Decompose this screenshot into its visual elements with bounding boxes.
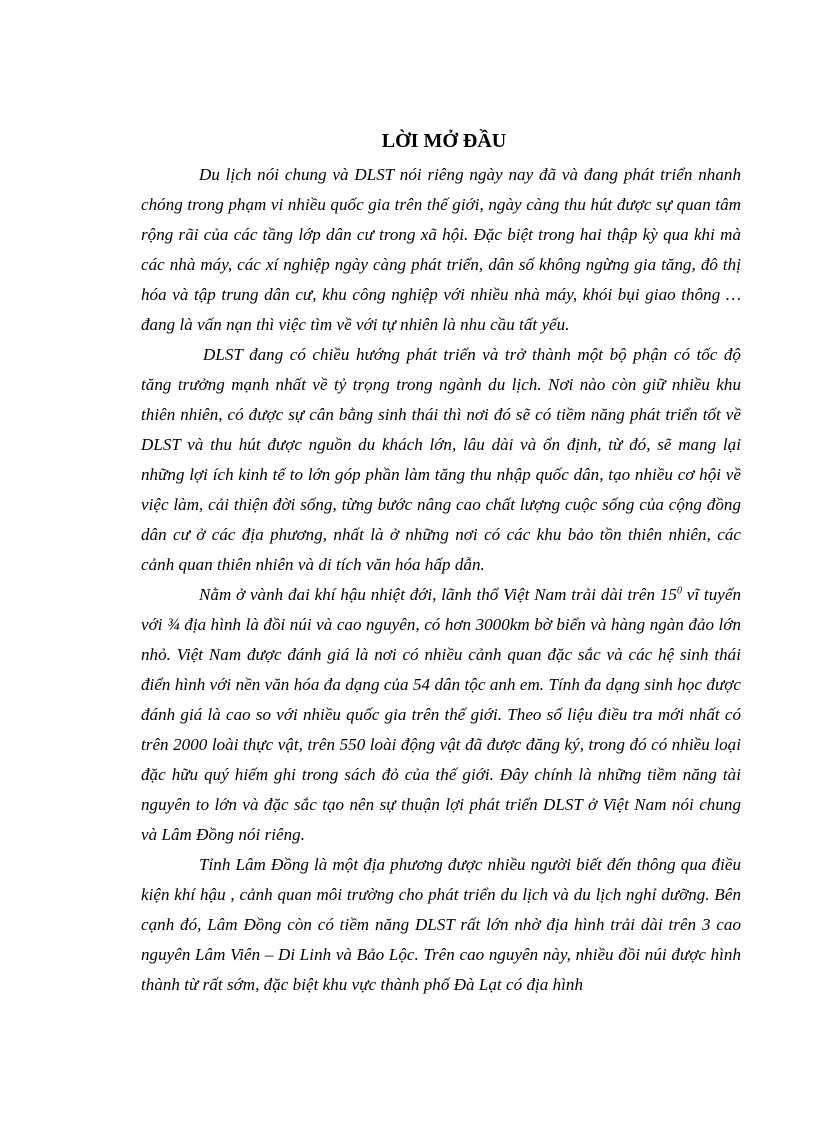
paragraph-4: Tỉnh Lâm Đồng là một địa phương được nhiều người biết đến thông qua điều kiện khí hậu , cảnh quan môi trường cho phát triển du lịch và du lịch nghỉ dưỡng. Bên cạnh đó, Lâm Đồng còn có tiềm năng DLST rất lớn nhờ địa hình trải dài trên 3 cao nguyên Lâm Viên – Di Linh và Bảo Lộc. Trên cao nguyên này, nhiều đồi núi được hình thành từ rất sớm, đặc biệt khu vực thành phố Đà Lạt có địa hình [141,855,741,994]
paragraph-2: DLST đang có chiều hướng phát triển và trở thành một bộ phận có tốc độ tăng trưởng mạnh nhất về tỷ trọng trong ngành du lịch. Nơi nào còn giữ nhiều khu thiên nhiên, có được sự cân bằng sinh thái thì nơi đó sẽ có tiềm năng phát triển tốt về DLST và thu hút được nguồn du khách lớn, lâu dài và ổn định, từ đó, sẽ mang lại những lợi ích kinh tế to lớn góp phần làm tăng thu nhập quốc dân, tạo nhiều cơ hội về việc làm, cải thiện đời sống, từng bước nâng cao chất lượng cuộc sống của cộng đồng dân cư ở các địa phương, nhất là ở những nơi có các khu bảo tồn thiên nhiên, các cảnh quan thiên nhiên và di tích văn hóa hấp dẫn. [141,345,741,574]
paragraph-3-text-before: Nằm ở vành đai khí hậu nhiệt đới, lãnh thổ Việt Nam trải dài trên 15 [199,585,677,604]
paragraph-3-text-after: vĩ tuyến với ¾ địa hình là đồi núi và cao nguyên, có hơn 3000km bờ biển và hàng ngàn đảo lớn nhỏ. Việt Nam được đánh giá là nơi có nhiều cảnh quan đặc sắc và các hệ sinh thái điển hình với nền văn hóa đa dạng của 54 dân tộc anh em. Tính đa dạng sinh học được đánh giá là cao so với nhiều quốc gia trên thế giới. Theo số liệu điều tra mới nhất có trên 2000 loài thực vật, trên 550 loài động vật đã được đăng ký, trong đó có nhiều loại đặc hữu quý hiếm ghi trong sách đỏ của thế giới. Đây chính là những tiềm năng tài nguyên to lớn và đặc sắc tạo nên sự thuận lợi phát triển DLST ở Việt Nam nói chung và Lâm Đồng nói riêng. [141,585,741,844]
paragraph-3 [141,580,741,850]
document-body [141,128,741,1000]
degree-superscript: 0 [676,585,682,597]
paragraph-1: Du lịch nói chung và DLST nói riêng ngày nay đã và đang phát triển nhanh chóng trong phạm vi nhiều quốc gia trên thế giới, ngày càng thu hút được sự quan tâm rộng rãi của các tầng lớp dân cư trong xã hội. Đặc biệt trong hai thập kỳ qua khi mà các nhà máy, các xí nghiệp ngày càng phát triển, dân số không ngừng gia tăng, đô thị hóa và tập trung dân cư, khu công nghiệp với nhiều nhà máy, khói bụi giao thông …đang là vấn nạn thì việc tìm về với tự nhiên là nhu cầu tất yếu. [141,165,741,334]
page-title: LỜI MỞ ĐẦU [381,130,507,152]
